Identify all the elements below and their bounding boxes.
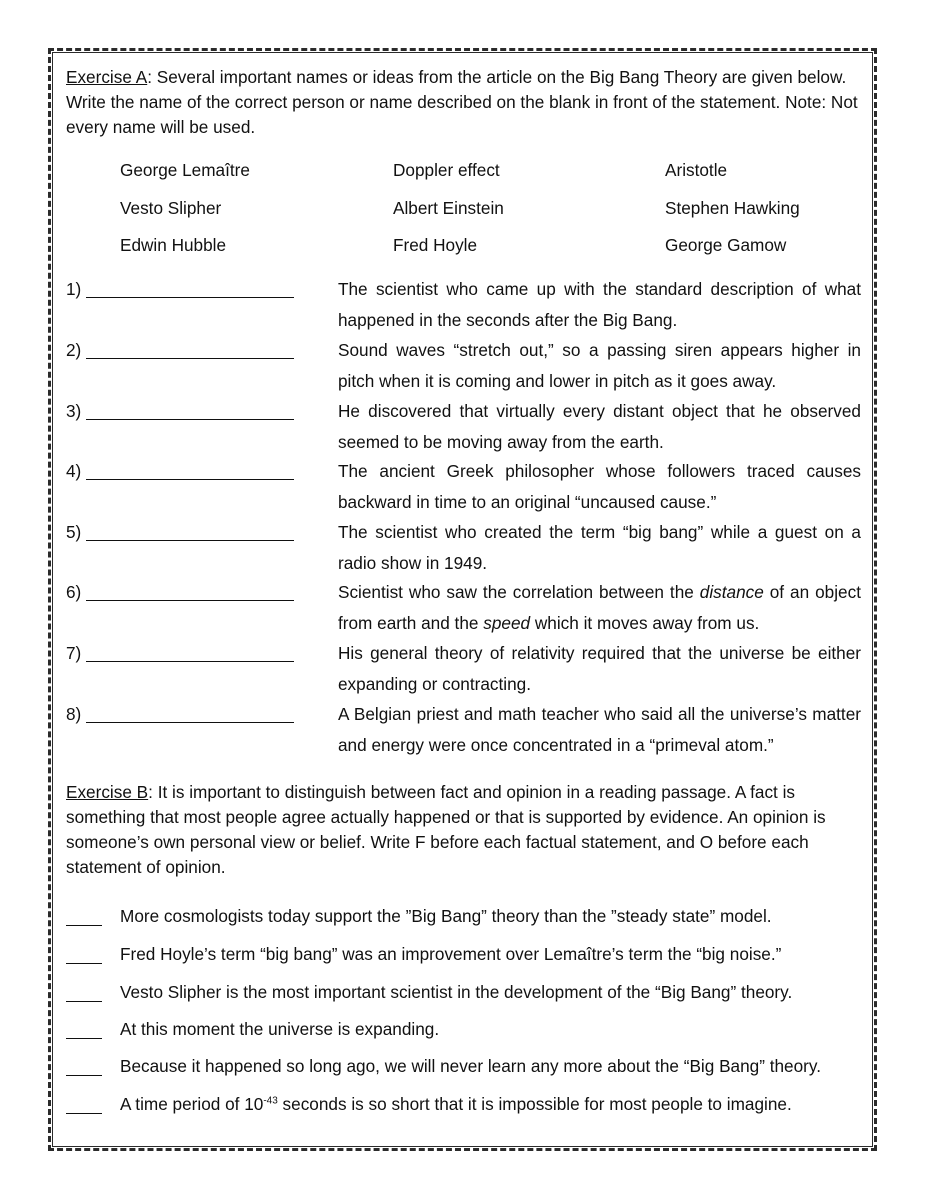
exercise-b-label: Exercise B — [66, 782, 149, 802]
word-bank-item: George Lemaître — [120, 160, 250, 180]
answer-blank[interactable] — [86, 358, 294, 359]
question-number: 8) — [66, 704, 82, 724]
statement-text: A time period of $10^{-43}$ seconds is so short that it is impossible for most people to imagine. — [120, 1094, 792, 1114]
fact-opinion-blank[interactable] — [66, 1038, 102, 1039]
fact-opinion-blank[interactable] — [66, 925, 102, 926]
exercise-a-intro-text: : Several important names or ideas from the article on the Big Bang Theory are given below. Write the name of the correct person or name described on the blank in front of the statement. Note: Not every name will be used. — [66, 67, 858, 137]
word-bank-item: Edwin Hubble — [120, 235, 227, 255]
fact-opinion-blank[interactable] — [66, 1075, 102, 1076]
question-text: He discovered that virtually every distant object that he observed seemed to be moving away from the earth. — [338, 401, 861, 452]
exercise-a-instructions — [66, 65, 866, 140]
word-bank-item: Vesto Slipher — [120, 198, 222, 218]
word-bank-item: Fred Hoyle — [393, 235, 478, 255]
fact-opinion-blank[interactable] — [66, 1113, 102, 1114]
question-number: 6) — [66, 582, 82, 602]
word-bank-item: George Gamow — [665, 235, 787, 255]
exercise-b-instructions — [66, 780, 866, 880]
answer-blank[interactable] — [86, 661, 294, 662]
word-bank-item: Doppler effect — [393, 160, 500, 180]
question-number: 1) — [66, 279, 82, 299]
answer-blank[interactable] — [86, 297, 294, 298]
question-number: 5) — [66, 522, 82, 542]
statement-text: Because it happened so long ago, we will never learn any more about the “Big Bang” theory. — [120, 1056, 821, 1076]
question-text: The scientist who created the term “big bang” while a guest on a radio show in 1949. — [338, 522, 861, 573]
answer-blank[interactable] — [86, 419, 294, 420]
word-bank-item: Albert Einstein — [393, 198, 504, 218]
question-text: Sound waves “stretch out,” so a passing siren appears higher in pitch when it is coming and lower in pitch as it goes away. — [338, 340, 861, 391]
answer-blank[interactable] — [86, 540, 294, 541]
statement-text: Fred Hoyle’s term “big bang” was an improvement over Lemaître’s term the “big noise.” — [120, 944, 782, 964]
word-bank-item: Stephen Hawking — [665, 198, 800, 218]
answer-blank[interactable] — [86, 479, 294, 480]
question-number: 4) — [66, 461, 82, 481]
question-number: 3) — [66, 401, 82, 421]
question-text: The ancient Greek philosopher whose followers traced causes backward in time to an original “uncaused cause.” — [338, 461, 861, 512]
statement-text: More cosmologists today support the ”Big Bang” theory than the ”steady state” model. — [120, 906, 772, 926]
question-number: 2) — [66, 340, 82, 360]
question-text: A Belgian priest and math teacher who said all the universe’s matter and energy were once concentrated in a “primeval atom.” — [338, 704, 861, 755]
question-text: His general theory of relativity required that the universe be either expanding or contracting. — [338, 643, 861, 694]
question-number: 7) — [66, 643, 82, 663]
word-bank — [120, 158, 820, 268]
fact-opinion-blank[interactable] — [66, 1001, 102, 1002]
question-text: Scientist who saw the correlation between the distance of an object from earth and the speed which it moves away from us. — [338, 582, 861, 633]
exercise-b-intro-text: : It is important to distinguish between fact and opinion in a reading passage. A fact is something that most people agree actually happened or that is supported by evidence. An opinion is someone’s own personal view or belief. Write F before each factual statement, and O before each statement of opinion. — [66, 782, 826, 877]
exercise-a-label: Exercise A — [66, 67, 148, 87]
statement-text: At this moment the universe is expanding. — [120, 1019, 440, 1039]
word-bank-item: Aristotle — [665, 160, 728, 180]
answer-blank[interactable] — [86, 722, 294, 723]
fact-opinion-blank[interactable] — [66, 963, 102, 964]
answer-blank[interactable] — [86, 600, 294, 601]
question-text: The scientist who came up with the standard description of what happened in the seconds after the Big Bang. — [338, 279, 861, 330]
statement-text: Vesto Slipher is the most important scientist in the development of the “Big Bang” theory. — [120, 982, 793, 1002]
